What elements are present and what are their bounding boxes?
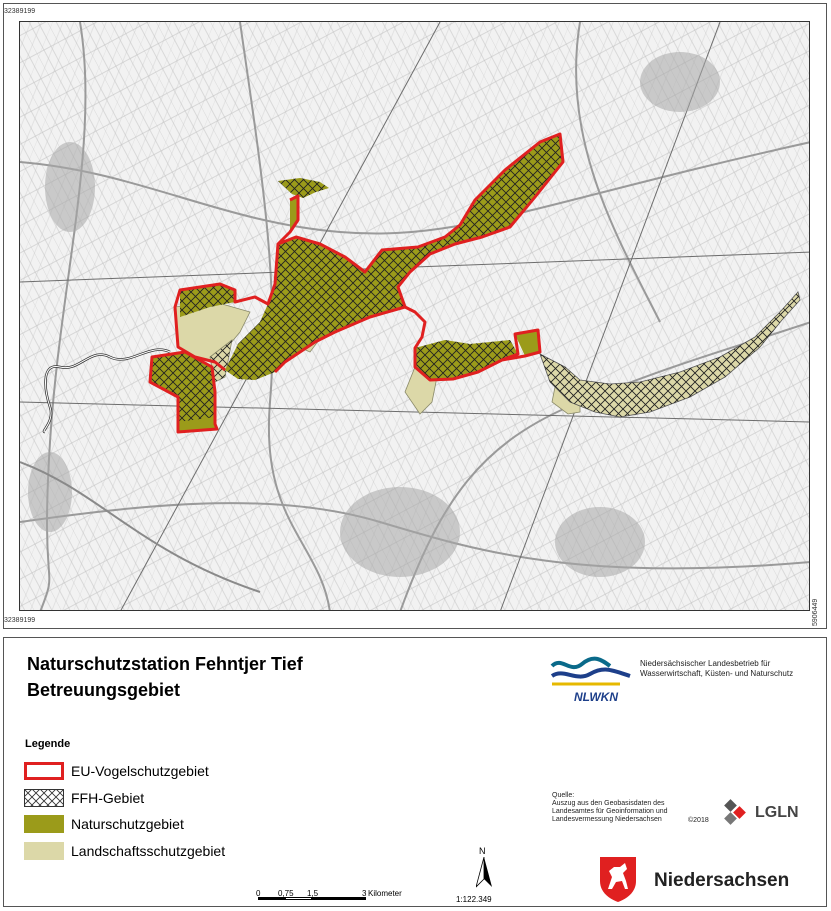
page-title: Naturschutzstation Fehntjer Tief bbox=[27, 654, 303, 674]
lgln-logo-text: LGLN bbox=[755, 804, 799, 821]
legend-swatch-naturschutz bbox=[24, 815, 64, 833]
legend-heading: Legende bbox=[25, 738, 71, 750]
source-heading: Quelle: bbox=[552, 792, 575, 799]
nlwkn-desc-line1: Niedersächsischer Landesbetrieb für bbox=[640, 659, 771, 668]
scalebar-tick-2: 1,5 bbox=[307, 889, 319, 898]
nlwkn-description bbox=[640, 659, 793, 679]
source-line2: Landesamtes für Geoinformation und bbox=[552, 808, 668, 815]
coord-bottom-left: 32389199 bbox=[4, 617, 36, 624]
legend-swatch-landschaftsschutz bbox=[24, 842, 64, 860]
niedersachsen-logo-text: Niedersachsen bbox=[654, 870, 790, 891]
legend-label-ffh: FFH-Gebiet bbox=[71, 790, 145, 806]
scalebar-tick-3: 3 bbox=[362, 889, 367, 898]
topographic-map bbox=[20, 22, 810, 611]
scalebar-unit: Kilometer bbox=[368, 889, 402, 898]
north-label: N bbox=[479, 846, 486, 856]
page-subtitle: Betreuungsgebiet bbox=[27, 680, 181, 700]
source-line3: Landesvermessung Niedersachsen bbox=[552, 816, 662, 823]
scalebar-tick-0: 0 bbox=[256, 889, 261, 898]
nlwkn-wave-icon bbox=[548, 656, 638, 688]
niedersachsen-horse-icon bbox=[598, 855, 638, 903]
map-scale-ratio: 1:122.349 bbox=[456, 895, 492, 904]
coord-right: 5906449 bbox=[812, 598, 819, 626]
legend-label-landschaftsschutz: Landschaftsschutzgebiet bbox=[71, 843, 226, 859]
nlwkn-desc-line2: Wasserwirtschaft, Küsten- und Naturschutz bbox=[640, 669, 794, 678]
legend-label-naturschutz: Naturschutzgebiet bbox=[71, 816, 184, 832]
north-arrow-icon bbox=[476, 857, 492, 889]
nlwkn-logo bbox=[548, 656, 638, 706]
coord-top-left: 32389199 bbox=[4, 8, 36, 15]
map-area[interactable] bbox=[19, 21, 810, 611]
legend-swatch-ffh bbox=[24, 789, 64, 807]
nlwkn-logo-text: NLWKN bbox=[574, 690, 618, 704]
legend-label-vogelschutz: EU-Vogelschutzgebiet bbox=[71, 763, 209, 779]
source-text bbox=[552, 792, 668, 824]
scalebar-tick-1: 0,75 bbox=[278, 889, 294, 898]
source-line1: Auszug aus den Geobasisdaten des bbox=[552, 800, 665, 807]
source-copyright: ©2018 bbox=[688, 817, 709, 824]
legend-swatch-vogelschutz bbox=[24, 762, 64, 780]
lgln-logo bbox=[723, 798, 818, 828]
lgln-cube-icon bbox=[723, 798, 753, 828]
